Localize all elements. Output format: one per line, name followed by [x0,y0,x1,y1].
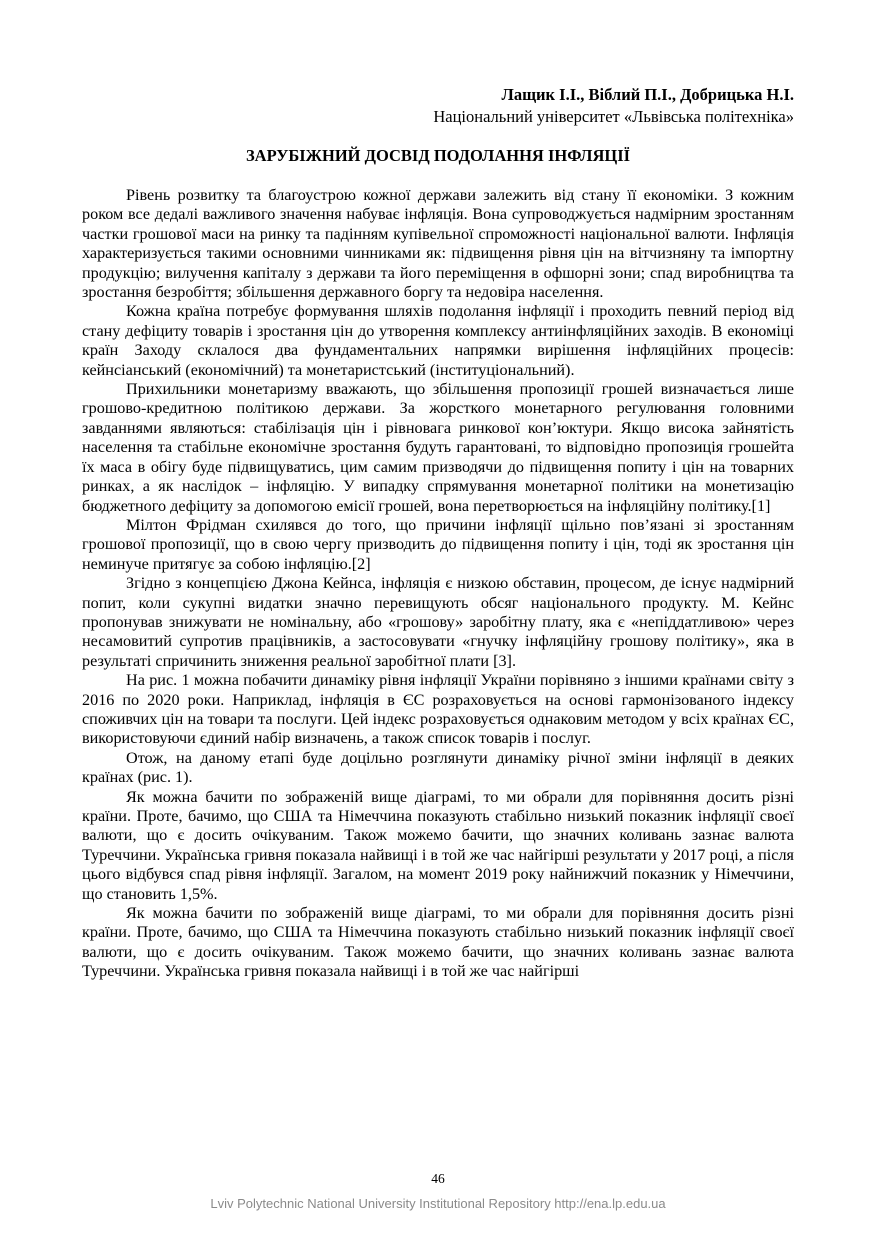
paragraph: Отож, на даному етапі буде доцільно розглянути динаміку річної зміни інфляції в деяких країнах (рис. 1). [82,748,794,787]
paragraph: Як можна бачити по зображеній вище діаграмі, то ми обрали для порівняння досить різні країни. Проте, бачимо, що США та Німеччина показують стабільно низький показник інфляції своєї валюти, що є досить очікуваним. Також можемо бачити, що значних коливань зазнає валюта Туреччини. Українська гривня показала найвищі і в той же час найгірші результати у 2017 році, а після цього відбувся спад рівня інфляції. Загалом, на момент 2019 року найнижчий показник у Німеччини, що становить 1,5%. [82,787,794,903]
paragraph: Кожна країна потребує формування шляхів подолання інфляції і проходить певний період від стану дефіциту товарів і зростання цін до утворення комплексу антиінфляційних заходів. В економіці країн Заходу склалося два фундаментальних напрямки вирішення інфляційних процесів: кейнсіанський (економічний) та монетаристський (інституціональний). [82,302,794,379]
body-text [82,186,794,982]
paragraph: Як можна бачити по зображеній вище діаграмі, то ми обрали для порівняння досить різні країни. Проте, бачимо, що США та Німеччина показують стабільно низький показник інфляції своєї валюти, що є досить очікуваним. Також можемо бачити, що значних коливань зазнає валюта Туреччини. Українська гривня показала найвищі і в той же час найгірші [82,904,794,981]
affiliation: Національний університет «Львівська політехніка» [433,107,794,126]
paragraph: Рівень розвитку та благоустрою кожної держави залежить від стану її економіки. З кожним роком все дедалі важливого значення набуває інфляція. Вона супроводжується надмірним зростанням частки грошової маси на ринку та падінням купівельної спроможності національної валюти. Інфляція характеризується такими основними чинниками як: підвищення рівня цін на вітчизняну та імпортну продукцію; вилучення капіталу з держави та його переміщення в офшорні зони; спад виробництва та зростання безробіття; збільшення державного боргу та недовіра населення. [82,186,794,302]
paragraph: На рис. 1 можна побачити динаміку рівня інфляції України порівняно з іншими країнами світу з 2016 по 2020 роки. Наприклад, інфляція в ЄС розраховується на основі гармонізованого індексу споживчих цін на товари та послуги. Цей індекс розраховується однаковим методом у всіх країнах ЄС, використовуючи єдиний набір визначень, а також список товарів і послуг. [82,671,794,748]
paragraph: Прихильники монетаризму вважають, що збільшення пропозиції грошей визначається лише грошово-кредитною політикою держави. За жорсткого монетарного регулювання головними завданнями являються: стабілізація цін і рівновага ринкової кон’юктури. Якщо висока зайнятість населення та стабільне економічне зростання будуть гарантовані, то відповідно пропозиція грошейта їх маса в обігу буде підвищуватись, цим самим призводячи до підвищення попиту і цін на товарних ринках, а як наслідок – інфляцію. У випадку спрямування монетарної політики на монетизацію бюджетного дефіциту за допомогою емісії грошей, вона перетворюється на інфляційну політику.[1] [82,380,794,515]
authors: Лащик І.І., Віблий П.І., Добрицька Н.І. [501,85,794,104]
paragraph: Мілтон Фрідман схилявся до того, що причини інфляції щільно пов’язані зі зростанням грошової пропозиції, що в свою чергу призводить до підвищення попиту і цін, тоді як зростання цін неминуче притягує за собою інфляцію.[2] [82,515,794,573]
paper-title: ЗАРУБІЖНИЙ ДОСВІД ПОДОЛАННЯ ІНФЛЯЦІЇ [245,146,631,165]
paragraph: Згідно з концепцією Джона Кейнса, інфляція є низкою обставин, процесом, де існує надмірний попит, коли сукупні видатки значно перевищують обсяг національного продукту. М. Кейнс пропонував знижувати не номінальну, або «грошову» заробітну плату, яка є «непіддатливою» через несамовитий супротив працівників, а застосовувати «гнучку інфляційну грошову політику», яка в результаті спричинить зниження реальної заробітної плати [3]. [82,574,794,670]
repository-footer: Lviv Polytechnic National University Institutional Repository http://ena.lp.edu.ua [210,1196,666,1211]
page-number: 46 [431,1171,445,1186]
